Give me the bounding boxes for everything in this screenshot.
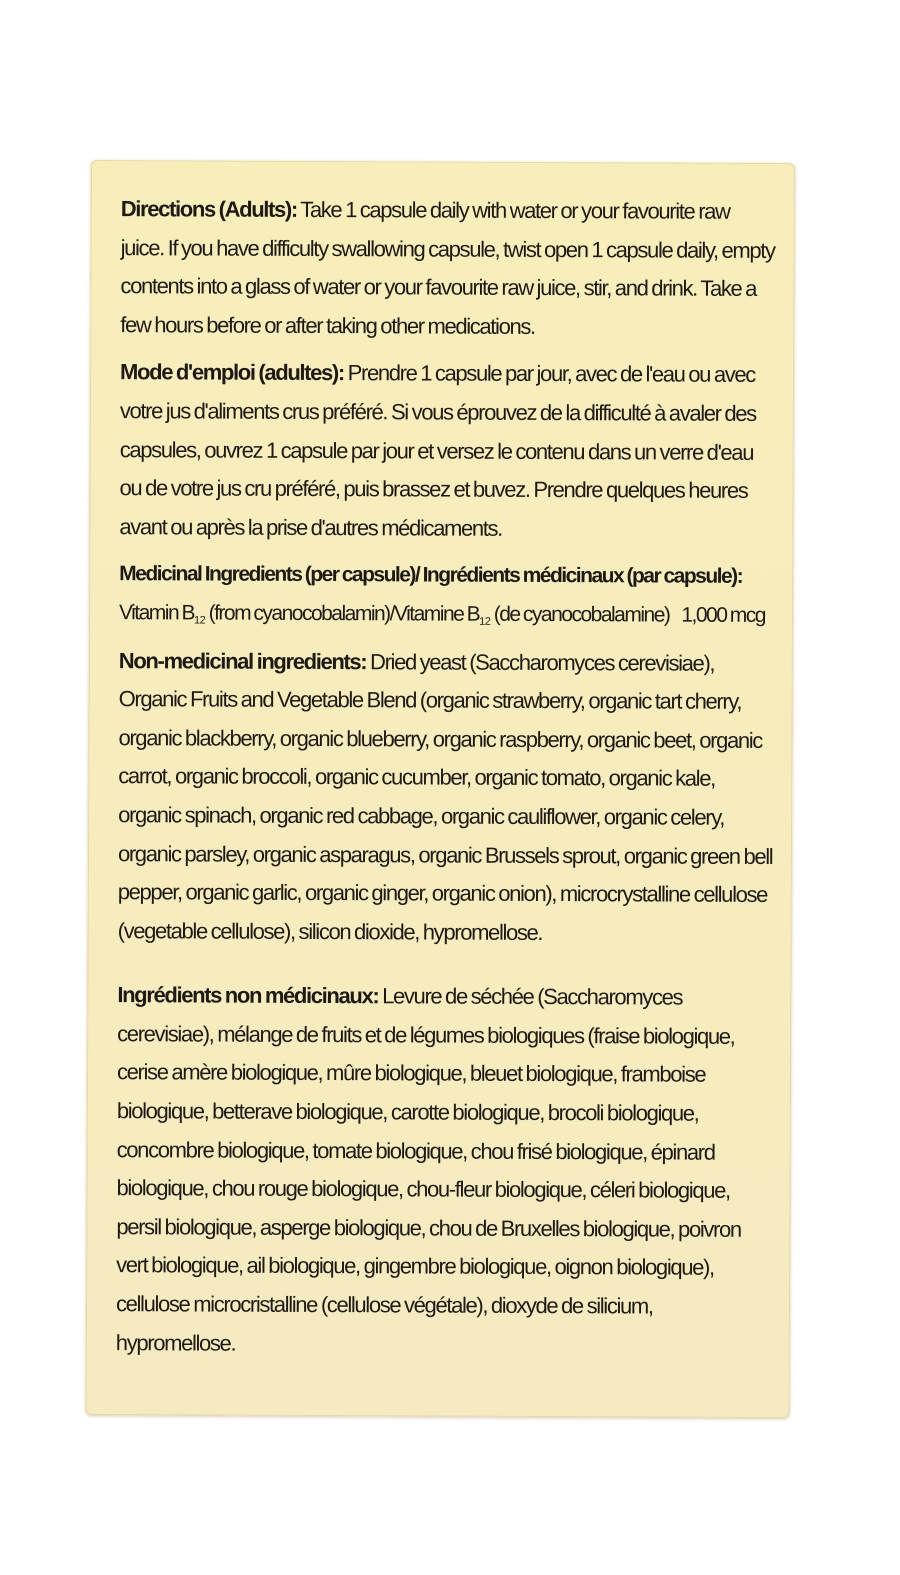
non-medicinal-english-label: Non-medicinal ingredients: <box>118 647 367 674</box>
vitamin-french-prefix: Vitamine B <box>393 602 480 626</box>
non-medicinal-english <box>118 642 774 954</box>
medicinal-ingredients-heading: Medicinal Ingredients (per capsule)/ Ingrédients médicinaux (par capsule): <box>119 562 743 589</box>
directions-english-label: Directions (Adults): <box>120 196 297 222</box>
non-medicinal-french-label: Ingrédients non médicinaux: <box>117 982 379 1009</box>
vitamin-english-suffix: (from cyanocobalamin)/ <box>205 601 395 626</box>
label-text-content <box>116 190 776 1374</box>
directions-english <box>120 190 776 347</box>
non-medicinal-french-text: Levure de séchée (Saccharomyces cerevisiae), mélange de fruits et de légumes biologiques (fraise biologique, cerise amère biologique, mûre biologique, bleuet biologique, framboise biologique, betterave biologique, carotte biologique, brocoli biologique, concombre biologique, tomate biologique, chou frisé biologique, épinard biologique, chou rouge biologique, chou-fleur biologique, céleri biologique, persil biologique, asperge biologique, chou de Bruxelles biologique, poivron vert biologique, ail biologique, gingembre biologique, oignon biologique), cellulose microcristalline (cellulose végétale), dioxyde de silicium, hypromellose. <box>115 983 741 1356</box>
non-medicinal-english-text: Dried yeast (Saccharomyces cerevisiae), Organic Fruits and Vegetable Blend (organic strawberry, organic tart cherry, organic blackberry, organic blueberry, organic raspberry, organic beet, organic carrot, organic broccoli, organic cucumber, organic tomato, organic kale, organic spinach, organic red cabbage, organic cauliflower, organic celery, organic parsley, organic asparagus, organic Brussels sprout, organic green bell pepper, organic garlic, organic ginger, organic onion), microcrystalline cellulose (vegetable cellulose), silicon dioxide, hypromellose. <box>117 648 773 945</box>
vitamin-english-prefix: Vitamin B <box>118 601 195 625</box>
vitamin-english-subscript: 12 <box>193 614 206 627</box>
vitamin-french-subscript: 12 <box>479 615 491 628</box>
non-medicinal-french <box>116 976 773 1365</box>
product-label-panel <box>86 160 795 1418</box>
vitamin-amount: 1,000 mcg <box>681 603 766 627</box>
vitamin-french-suffix: (de cyanocobalamine) <box>490 602 670 627</box>
directions-french <box>119 354 775 550</box>
directions-english-text: Take 1 capsule daily with water or your favourite raw juice. If you have difficulty swallowing capsule, twist open 1 capsule daily, empty contents into a glass of water or your favourite raw juice, stir, and drink. Take a few hours before or after taking other medications. <box>120 196 775 339</box>
medicinal-ingredient-row <box>119 594 774 635</box>
medicinal-ingredients <box>119 555 774 635</box>
directions-french-text: Prendre 1 capsule par jour, avec de l'eau ou avec votre jus d'aliments crus préféré. Si vous éprouvez de la difficulté à avaler des capsules, ouvrez 1 capsule par jour et versez le contenu dans un verre d'eau ou de votre jus cru préféré, puis brassez et buvez. Prendre quelques heures avant ou après la prise d'autres médicaments. <box>119 360 756 541</box>
directions-french-label: Mode d'emploi (adultes): <box>120 359 344 386</box>
